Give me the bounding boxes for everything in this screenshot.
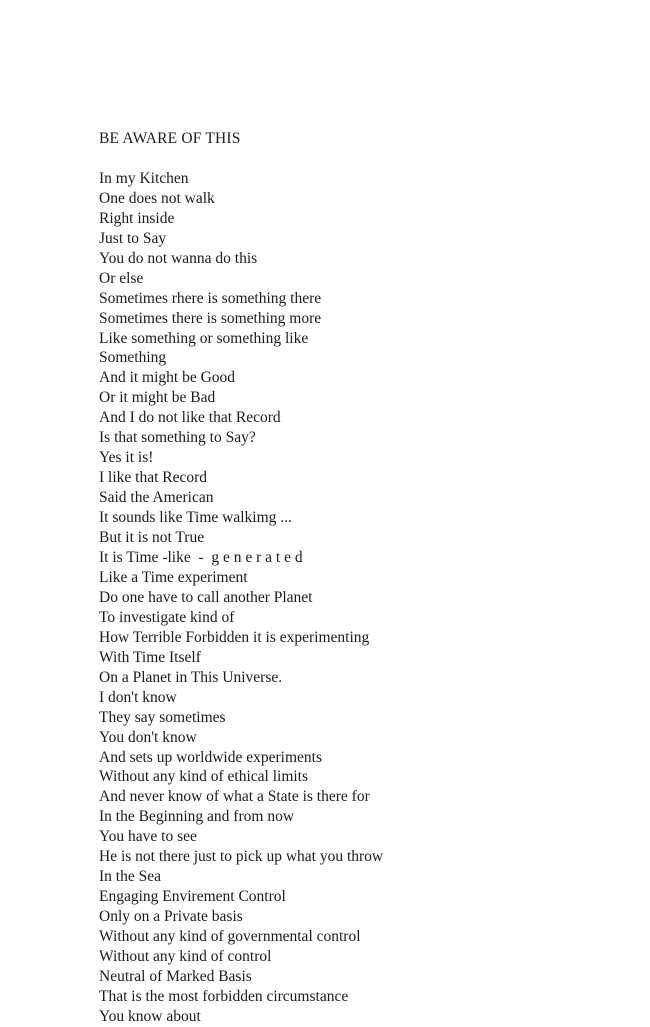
- poem-line: Said the American: [99, 489, 214, 507]
- poem-line: In the Sea: [99, 868, 161, 886]
- poem-line: But it is not True: [99, 529, 205, 547]
- poem-line: And I do not like that Record: [99, 409, 281, 427]
- poem-line: To investigate kind of: [99, 608, 235, 626]
- poem-line: You know about: [99, 1007, 201, 1025]
- poem-line: Without any kind of governmental control: [99, 928, 361, 946]
- poem-line: Right inside: [99, 209, 175, 227]
- poem-line: Do one have to call another Planet: [99, 588, 313, 606]
- poem-line: Without any kind of control: [99, 948, 272, 966]
- poem-line: Yes it is!: [99, 449, 154, 467]
- poem-line: Like something or something like: [99, 329, 309, 347]
- poem-line: You have to see: [99, 828, 197, 846]
- poem-line: On a Planet in This Universe.: [99, 668, 283, 686]
- poem-line: Only on a Private basis: [99, 908, 243, 926]
- poem-line: Neutral of Marked Basis: [99, 968, 252, 986]
- poem-line: I like that Record: [99, 469, 208, 487]
- poem-line: Like a Time experiment: [99, 568, 248, 586]
- poem-line: Something: [99, 349, 167, 367]
- poem-body: [99, 169, 610, 1027]
- poem-line: He is not there just to pick up what you throw: [99, 848, 384, 866]
- poem-line: It sounds like Time walkimg ...: [99, 509, 292, 527]
- poem-line: And sets up worldwide experiments: [99, 748, 322, 766]
- poem-line: They say sometimes: [99, 708, 226, 726]
- poem-line: In the Beginning and from now: [99, 808, 295, 826]
- poem-line: Is that something to Say?: [99, 429, 256, 447]
- poem-line: That is the most forbidden circumstance: [99, 987, 349, 1005]
- poem-line: In my Kitchen: [99, 169, 189, 187]
- poem-line: Sometimes there is something more: [99, 309, 322, 327]
- poem-line: You do not wanna do this: [99, 249, 258, 267]
- poem-line: One does not walk: [99, 189, 215, 207]
- poem-line: How Terrible Forbidden it is experimenting: [99, 628, 370, 646]
- poem-line: With Time Itself: [99, 648, 201, 666]
- poem-title: BE AWARE OF THIS: [99, 130, 241, 147]
- poem-line: Engaging Envirement Control: [99, 888, 286, 906]
- poem-line: And it might be Good: [99, 369, 236, 387]
- poem-line: And never know of what a State is there for: [99, 788, 370, 806]
- title-gap: [99, 149, 610, 169]
- poem-line: Or it might be Bad: [99, 389, 216, 407]
- poem-line: It is Time -like - g e n e r a t e d: [99, 549, 303, 566]
- poem-line: Without any kind of ethical limits: [99, 768, 309, 786]
- poem-line: Or else: [99, 269, 144, 287]
- poem-line: I don't know: [99, 688, 177, 706]
- poem-line: Just to Say: [99, 229, 167, 247]
- poem-line: You don't know: [99, 728, 197, 746]
- poem-line: Sometimes rhere is something there: [99, 289, 322, 307]
